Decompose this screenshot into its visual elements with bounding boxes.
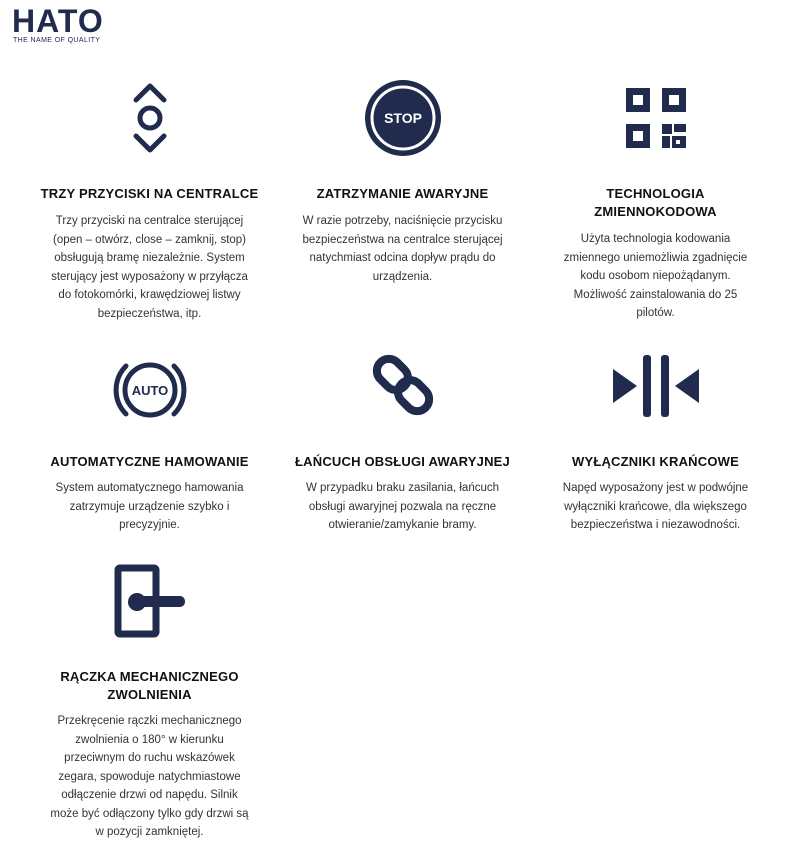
feature-title: AUTOMATYCZNE HAMOWANIE (50, 454, 249, 469)
feature-title: ŁAŃCUCH OBSŁUGI AWARYJNEJ (295, 454, 510, 469)
feature-title: WYŁĄCZNIKI KRAŃCOWE (571, 454, 739, 469)
brand-tagline: THE NAME OF QUALITY (13, 37, 101, 44)
feature-description: Trzy przyciski na centralce sterującej (open – otwórz, close – zamknij, stop) obsługują bramę niezależnie. System sterujący jest wyposażony w przyłącza do fotokomórki, krawędziowej listwy bezpieczeństwa, itp. (51, 215, 248, 320)
feature-description: W razie potrzeby, naciśnięcie przycisku bezpieczeństwa na centralce sterującej natychmiast odcina dopływ prądu do urządzenia. (302, 215, 503, 283)
feature-emergency-stop (280, 78, 525, 298)
stop-icon (363, 78, 443, 158)
auto-icon-label: AUTO (131, 383, 169, 398)
feature-title: ZATRZYMANIE AWARYJNE (316, 186, 489, 201)
feature-description: System automatycznego hamowania zatrzymuje urządzenie szybko i precyzyjnie. (55, 482, 244, 531)
limit-switch-icon (611, 353, 701, 419)
feature-title: TECHNOLOGIA ZMIENNOKODOWA (594, 186, 717, 219)
feature-rolling-code (533, 78, 778, 319)
up-down-chevron-circle-icon (125, 78, 175, 158)
feature-emergency-chain (280, 345, 525, 545)
qr-code-icon (624, 86, 688, 150)
feature-manual-release (27, 562, 272, 842)
feature-description: Napęd wyposażony jest w podwójne wyłączniki krańcowe, dla większego bezpieczeństwa i niezawodności. (562, 482, 749, 531)
feature-description: Przekręcenie rączki mechanicznego zwolnienia o 180° w kierunku przeciwnym do ruchu wskazówek zegara, spowoduje natychmiastowe odłączenie drzwi od napędu. Silnik może być odłączony tylko gdy drzwi są w pozycji zamkniętej. (50, 715, 249, 838)
feature-title: TRZY PRZYCISKI NA CENTRALCE (40, 186, 259, 201)
feature-auto-braking (27, 345, 272, 545)
feature-description: W przypadku braku zasilania, łańcuch obsługi awaryjnej pozwala na ręczne otwieranie/zamykanie bramy. (305, 482, 500, 531)
feature-description: Użyta technologia kodowania zmiennego uniemożliwia zgadnięcie kodu osobom niepożądanym. Możliwość zainstalowania do 25 pilotów. (563, 233, 748, 319)
brand-logo (12, 4, 152, 44)
door-handle-icon (112, 564, 192, 638)
auto-brake-icon (110, 350, 190, 430)
feature-limit-switches (533, 345, 778, 545)
chain-link-icon (368, 350, 438, 420)
stop-icon-label: STOP (384, 110, 422, 126)
feature-title: RĄCZKA MECHANICZNEGO ZWOLNIENIA (60, 669, 239, 702)
feature-three-buttons (27, 78, 272, 328)
brand-name: HATO (12, 3, 104, 39)
